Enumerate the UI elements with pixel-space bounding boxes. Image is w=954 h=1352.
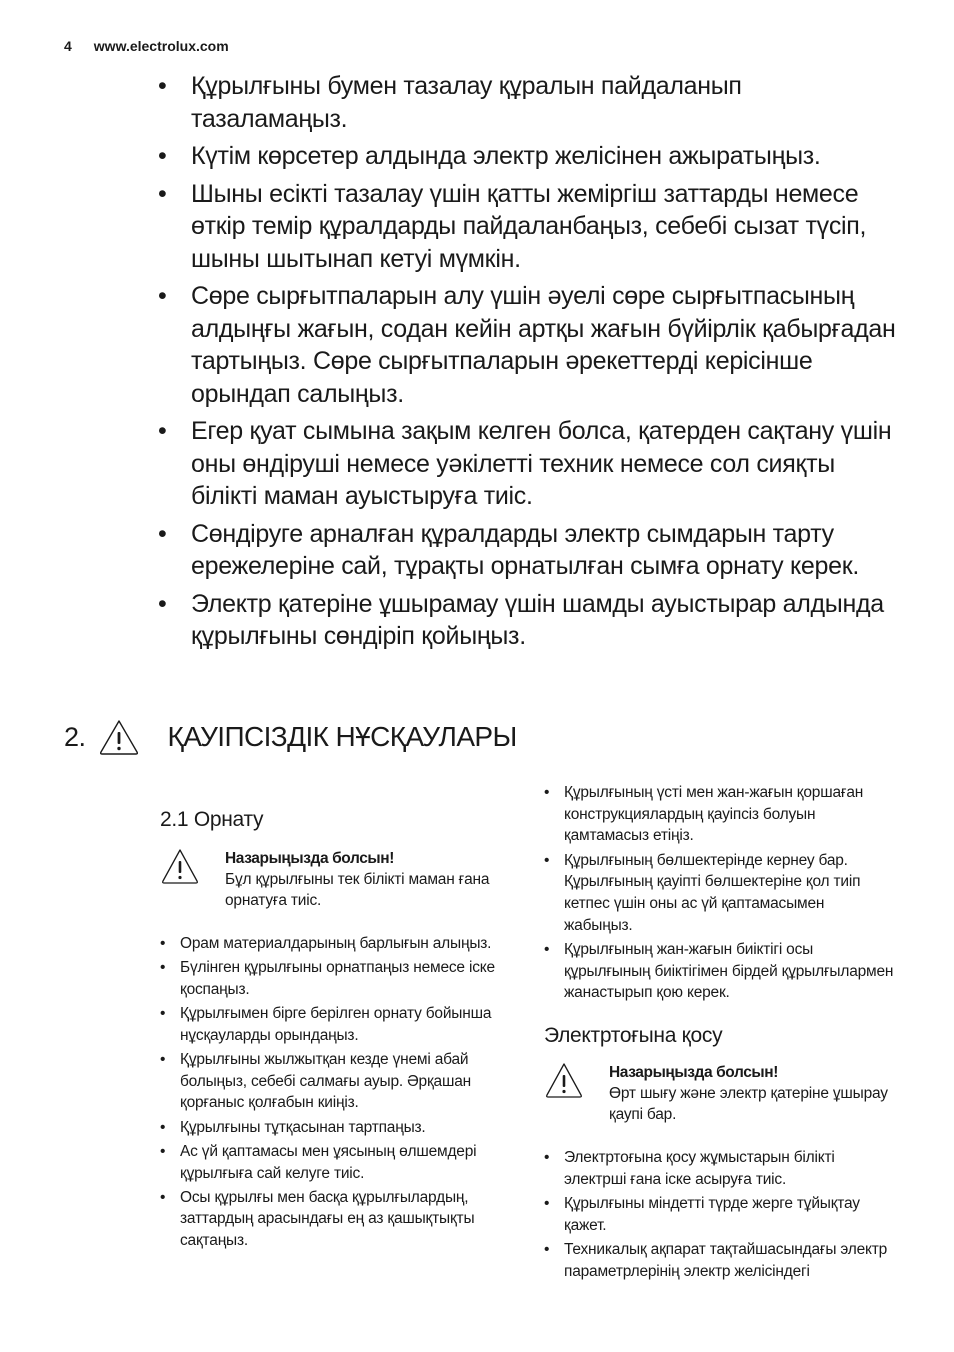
list-item: • Құрылғыны міндетті түрде жерге тұйықтау қажет. — [544, 1193, 896, 1236]
list-item: • Құрылғыны бумен тазалау құралын пайдаланып тазаламаңыз. — [158, 70, 898, 135]
list-item: • Құрылғының бөлшектерінде кернеу бар. Құрылғының қауіпті бөлшектеріне қол тиіп кетпес үшін оны ас үй қаптамасымен жабыңыз. — [544, 850, 896, 937]
warning-title: Назарыңызда болсын! — [225, 850, 394, 867]
list-item: • Күтім көрсетер алдында электр желісінен ажыратыңыз. — [158, 140, 898, 173]
warning-title: Назарыңызда болсын! — [609, 1064, 778, 1082]
warning-triangle-icon — [98, 718, 140, 756]
installation-column — [160, 808, 510, 1254]
list-item: • Сөндіруге арналған құралдарды электр сымдарын тарту ережелеріне сай, тұрақты орнатылған сымға орнату керек. — [158, 518, 898, 583]
installation-list — [160, 933, 510, 1252]
warning-triangle-icon — [544, 1060, 584, 1100]
subsection-number: 2.1 — [160, 808, 189, 831]
installation-cont-list — [544, 782, 896, 1004]
list-item: • Құрылғының жан-жағын биіктігі осы құрылғының биіктігімен бірдей құрылғылармен жанастырып қою керек. — [544, 939, 896, 1004]
list-item: • Егер қуат сымына зақым келген болса, қатерден сақтану үшін оны өндіруші немесе уәкілетті техник немесе сол сияқты білікті маман ауыстыруға тиіс. — [158, 415, 898, 513]
subsection-label: Орнату — [193, 808, 264, 831]
electrical-title: Электртоғына қосу — [544, 1024, 723, 1048]
list-item: • Техникалық ақпарат тақтайшасындағы электр параметрлерінің электр желісіндегі — [544, 1239, 896, 1282]
warning-box — [160, 848, 510, 911]
electrical-list — [544, 1147, 896, 1282]
page-header — [64, 38, 229, 54]
list-item: • Бүлінген құрылғыны орнатпаңыз немесе іске қоспаңыз. — [160, 957, 510, 1000]
warning-text: Бұл құрылғыны тек білікті маман ғана орнатуға тиіс. — [225, 871, 490, 909]
list-item: • Сөре сырғытпаларын алу үшін әуелі сөре сырғытпасының алдыңғы жағын, содан кейін артқы жағын бүйірлік қабырғадан тартыңыз. Сөре сырғытпаларын әрекеттерді керісінше орындап салыңыз. — [158, 280, 898, 410]
list-item: • Орам материалдарының барлығын алыңыз. — [160, 933, 510, 955]
site-url: www.electrolux.com — [93, 38, 229, 54]
warning-box — [544, 1062, 896, 1125]
list-item: • Шыны есікті тазалау үшін қатты жеміргіш заттарды немесе өткір темір құралдарды пайдаланбаңыз, себебі сызат түсіп, шыны шытынап кетуі мүмкін. — [158, 178, 898, 276]
page-number: 4 — [64, 38, 72, 54]
list-item: • Электртоғына қосу жұмыстарын білікті электрші ғана іске асыруға тиіс. — [544, 1147, 896, 1190]
section-heading — [64, 712, 517, 762]
list-item: • Ас үй қаптамасы мен ұясының өлшемдері құрылғыға сай келуге тиіс. — [160, 1141, 510, 1184]
right-column — [544, 782, 896, 1285]
section-number: 2. — [64, 721, 86, 752]
warning-text: Өрт шығу және электр қатеріне ұшырау қаупі бар. — [609, 1085, 888, 1124]
top-bullet-list — [158, 70, 898, 658]
list-item: • Құрылғыны тұтқасынан тартпаңыз. — [160, 1117, 510, 1139]
list-item: • Құрылғымен бірге берілген орнату бойынша нұсқауларды орындаңыз. — [160, 1003, 510, 1046]
subsection-title — [160, 808, 510, 832]
list-item: • Осы құрылғы мен басқа құрылғылардың, заттардың арасындағы ең аз қашықтықты сақтаңыз. — [160, 1187, 510, 1252]
list-item: • Электр қатеріне ұшырамау үшін шамды ауыстырар алдында құрылғыны сөндіріп қойыңыз. — [158, 588, 898, 653]
warning-triangle-icon — [160, 846, 200, 886]
list-item: • Құрылғының үсті мен жан-жағын қоршаған конструкциялардың қауіпсіз болуын қамтамасыз етіңіз. — [544, 782, 896, 847]
section-title: ҚАУІПСІЗДІК НҰСҚАУЛАРЫ — [167, 721, 517, 752]
list-item: • Құрылғыны жылжытқан кезде үнемі абай болыңыз, себебі салмағы ауыр. Әрқашан қорғаныс қолғабын киіңіз. — [160, 1049, 510, 1114]
